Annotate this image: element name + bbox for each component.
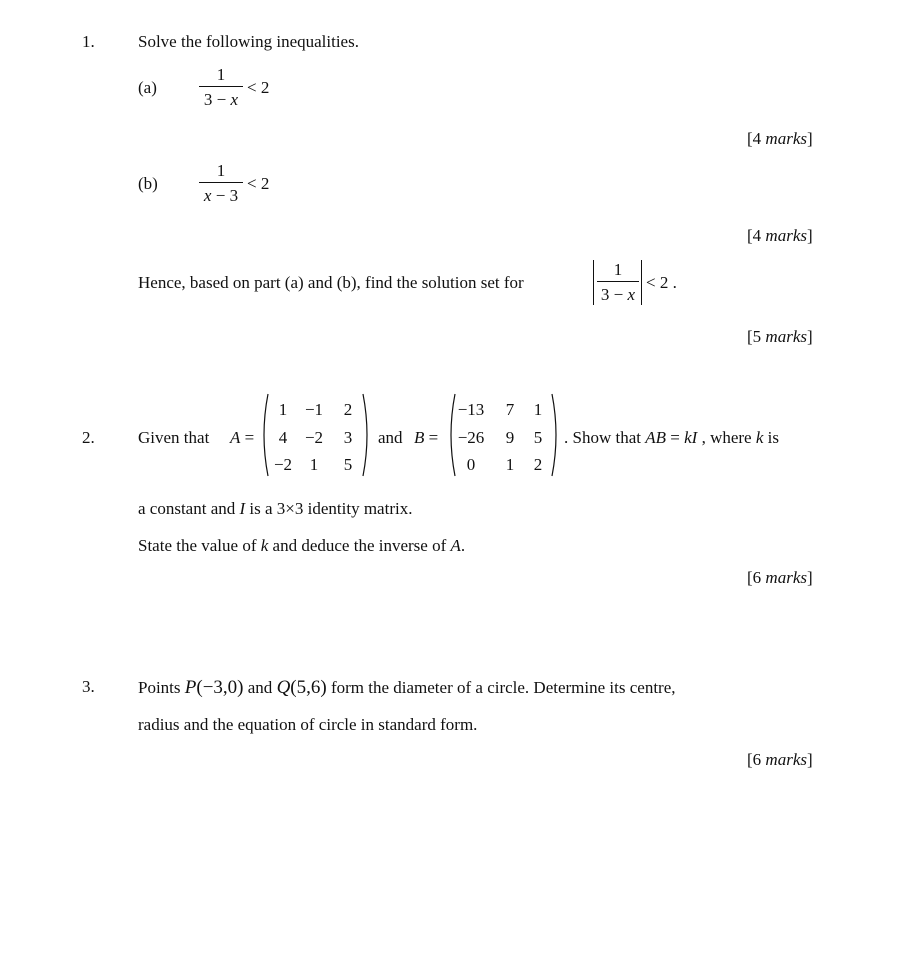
matrix-a-cell: 1 <box>309 455 319 474</box>
matrix-b-cell: 7 <box>505 400 515 419</box>
matrix-a-cell: 5 <box>343 455 353 474</box>
given-text: Given that <box>138 428 210 447</box>
question-3-line-2: radius and the equation of circle in standard form. <box>138 715 478 734</box>
question-2-number: 2. <box>82 428 95 447</box>
part-a-relation: < 2 <box>247 78 270 97</box>
matrix-a-cell: −2 <box>304 428 324 447</box>
question-1-prompt: Solve the following inequalities. <box>138 32 359 51</box>
abs-bar-left <box>593 260 594 305</box>
part-b-denominator: x − 3 <box>203 186 239 205</box>
matrix-b <box>446 393 561 477</box>
hence-fraction <box>597 261 639 303</box>
matrix-a-cell: −2 <box>273 455 293 474</box>
matrix-b-cell: 2 <box>533 455 543 474</box>
part-a-label: (a) <box>138 78 157 97</box>
matrix-a-cell: 2 <box>343 400 353 419</box>
part-b-numerator: 1 <box>216 161 226 180</box>
part-b-relation: < 2 <box>247 174 270 193</box>
question-2-line-3: State the value of k and deduce the inverse of A. <box>138 536 466 555</box>
hence-numerator: 1 <box>613 260 623 279</box>
part-a-denominator: 3 − x <box>203 90 239 109</box>
question-3-line-1: Points P(−3,0) and Q(5,6) form the diameter of a circle. Determine its centre, <box>138 677 676 698</box>
matrix-b-cell: 5 <box>533 428 543 447</box>
hence-marks: [5 marks] <box>747 327 813 346</box>
hence-denominator: 3 − x <box>600 285 636 304</box>
part-a-numerator: 1 <box>216 65 226 84</box>
matrix-b-name: B = <box>414 428 439 447</box>
part-a-fraction <box>199 66 243 108</box>
matrix-b-cell: 1 <box>505 455 515 474</box>
matrix-b-cell: −26 <box>457 428 485 447</box>
matrix-a-cell: 4 <box>278 428 288 447</box>
matrix-b-cell: 9 <box>505 428 515 447</box>
part-b-fraction <box>199 162 243 204</box>
matrix-a-cell: 1 <box>278 400 288 419</box>
abs-bar-right <box>641 260 642 305</box>
question-2-marks: [6 marks] <box>747 568 813 587</box>
matrix-b-cell: 0 <box>466 455 476 474</box>
hence-text: Hence, based on part (a) and (b), find the solution set for <box>138 273 524 292</box>
question-2-line-2: a constant and I is a 3×3 identity matrix. <box>138 499 413 518</box>
part-a-marks: [4 marks] <box>747 129 813 148</box>
part-b-label: (b) <box>138 174 158 193</box>
and-text: and <box>378 428 403 447</box>
question-3-number: 3. <box>82 677 95 696</box>
part-b-marks: [4 marks] <box>747 226 813 245</box>
matrix-b-cell: 1 <box>533 400 543 419</box>
matrix-a-cell: 3 <box>343 428 353 447</box>
matrix-a-cell: −1 <box>304 400 324 419</box>
matrix-a <box>259 393 372 477</box>
question-3-marks: [6 marks] <box>747 750 813 769</box>
matrix-b-cell: −13 <box>457 400 485 419</box>
hence-relation: < 2 . <box>646 273 677 292</box>
question-1-number: 1. <box>82 32 95 51</box>
matrix-a-name: A = <box>230 428 255 447</box>
show-text: . Show that AB = kI , where k is <box>564 428 779 447</box>
